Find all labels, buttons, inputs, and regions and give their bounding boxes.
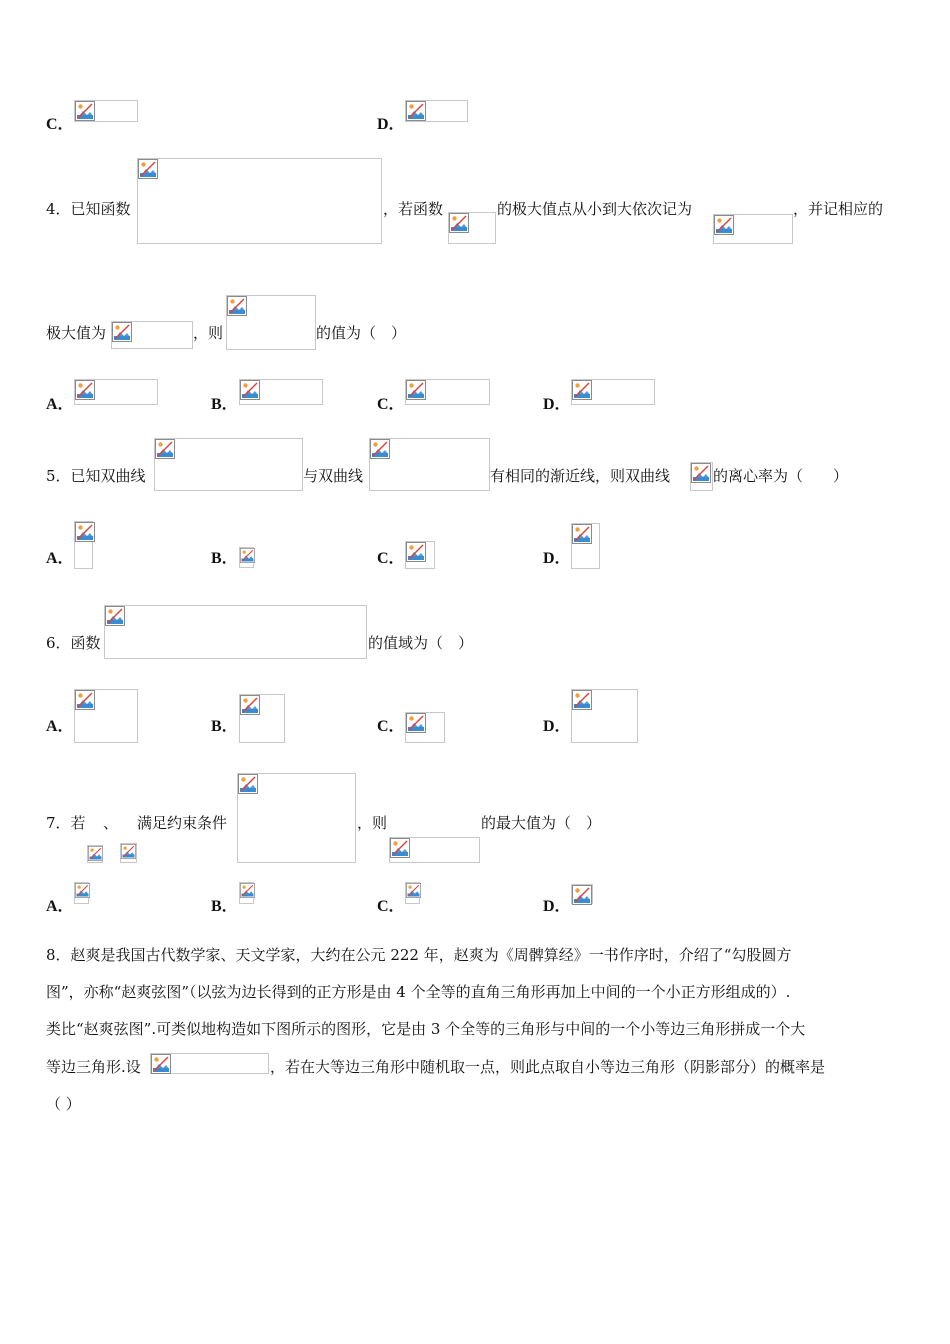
option-a-label: A． (46, 396, 74, 413)
option-d-label: D． (543, 718, 571, 735)
q5-text-4: 的离心率为（ ） (713, 467, 849, 485)
option-c-label: C． (377, 396, 405, 413)
option-c-label: C． (46, 116, 74, 133)
broken-image-icon (112, 322, 132, 342)
q7-text-1: 7．若 (46, 814, 86, 832)
broken-image-icon (151, 1054, 171, 1074)
option-c-label: C． (377, 898, 405, 915)
formula-image (111, 321, 193, 349)
q5-text-1: 5．已知双曲线 (46, 467, 146, 485)
q6-text-1: 6．函数 (46, 634, 101, 652)
formula-image (448, 212, 496, 244)
q7-text-5: 的最大值为（ ） (481, 814, 602, 832)
broken-image-icon (572, 690, 592, 710)
q8-line-4a: 等边三角形.设 (46, 1058, 141, 1076)
q4-text-5: 极大值为 (46, 324, 107, 342)
formula-image (571, 523, 600, 569)
q8-line-5: （ ） (46, 1095, 81, 1113)
broken-image-icon (238, 774, 258, 794)
broken-image-icon (227, 296, 247, 316)
broken-image-icon (240, 883, 255, 898)
option-a-label: A． (46, 550, 74, 567)
option-b-label: B． (211, 718, 238, 735)
q4-text-1: 4．已知函数 (46, 200, 131, 218)
formula-image (405, 541, 435, 569)
broken-image-icon (370, 439, 390, 459)
formula-image (74, 689, 138, 743)
broken-image-icon (390, 838, 410, 858)
option-c-label: C． (377, 550, 405, 567)
broken-image-icon (75, 522, 95, 542)
broken-image-icon (691, 463, 711, 483)
broken-image-icon (406, 101, 426, 121)
broken-image-icon (75, 380, 95, 400)
option-c-label: C． (377, 718, 405, 735)
formula-image (74, 379, 158, 405)
option-d-label: D． (543, 550, 571, 567)
option-b-label: B． (211, 898, 238, 915)
q5-text-3: 有相同的渐近线，则双曲线 (490, 467, 671, 485)
formula-image (237, 773, 356, 863)
formula-image (405, 379, 490, 405)
q8-line-3: 类比“赵爽弦图”.可类似地构造如下图所示的图形，它是由 3 个全等的三角形与中间的一个小等边三角形拼成一个大 (46, 1020, 806, 1038)
q5-text-2: 与双曲线 (303, 467, 364, 485)
q7-text-4: ，则 (357, 814, 388, 832)
broken-image-icon (406, 883, 421, 898)
formula-image (571, 884, 593, 904)
formula-image (120, 843, 137, 863)
formula-image (74, 100, 138, 122)
q4-text-2: ，若函数 (383, 200, 444, 218)
broken-image-icon (75, 690, 95, 710)
broken-image-icon (240, 695, 260, 715)
broken-image-icon (449, 213, 469, 233)
broken-image-icon (572, 524, 592, 544)
q4-text-7: 的值为（ ） (316, 324, 407, 342)
q8-line-2: 图”，亦称“赵爽弦图”（以弦为边长得到的正方形是由 4 个全等的直角三角形再加上中间的一个小正方形组成的）. (46, 983, 791, 1001)
broken-image-icon (714, 215, 734, 235)
q8-line-1: 8．赵爽是我国古代数学家、天文学家，大约在公元 222 年，赵爽为《周髀算经》一书作序时，介绍了“勾股圆方 (46, 946, 792, 964)
broken-image-icon (406, 380, 426, 400)
formula-image (87, 845, 103, 863)
broken-image-icon (572, 885, 592, 905)
formula-image (239, 694, 285, 743)
broken-image-icon (406, 713, 426, 733)
formula-image (405, 712, 445, 743)
formula-image (571, 689, 638, 743)
formula-image (239, 882, 254, 904)
broken-image-icon (572, 380, 592, 400)
formula-image (104, 605, 367, 659)
broken-image-icon (240, 380, 260, 400)
broken-image-icon (406, 542, 426, 562)
formula-image (239, 379, 323, 405)
q4-text-3: 的极大值点从小到大依次记为 (497, 200, 693, 218)
formula-image (74, 521, 93, 569)
broken-image-icon (155, 439, 175, 459)
formula-image (713, 214, 793, 244)
broken-image-icon (105, 606, 125, 626)
option-a-label: A． (46, 898, 74, 915)
formula-image (369, 438, 490, 491)
option-a-label: A． (46, 718, 74, 735)
formula-image (239, 547, 254, 568)
formula-image (154, 438, 303, 491)
formula-image (389, 837, 480, 863)
broken-image-icon (240, 548, 255, 563)
formula-image (690, 462, 713, 491)
q6-text-2: 的值域为（ ） (368, 634, 474, 652)
q8-line-4b: ，若在大等边三角形中随机取一点，则此点取自小等边三角形（阴影部分）的概率是 (270, 1058, 826, 1076)
broken-image-icon (75, 883, 90, 898)
formula-image (150, 1053, 269, 1074)
formula-image (571, 379, 655, 405)
formula-image (405, 100, 468, 122)
q4-text-6: ，则 (193, 324, 224, 342)
option-d-label: D． (377, 116, 405, 133)
broken-image-icon (88, 846, 103, 861)
q4-text-4: ，并记相应的 (793, 200, 884, 218)
option-d-label: D． (543, 396, 571, 413)
formula-image (137, 158, 382, 244)
q7-text-2: 、 (103, 814, 119, 832)
broken-image-icon (75, 101, 95, 121)
option-b-label: B． (211, 396, 238, 413)
formula-image (74, 882, 89, 904)
option-d-label: D． (543, 898, 571, 915)
broken-image-icon (138, 159, 158, 179)
q7-text-3: 满足约束条件 (137, 814, 228, 832)
option-b-label: B． (211, 550, 238, 567)
broken-image-icon (121, 844, 136, 859)
formula-image (405, 882, 420, 904)
formula-image (226, 295, 316, 350)
